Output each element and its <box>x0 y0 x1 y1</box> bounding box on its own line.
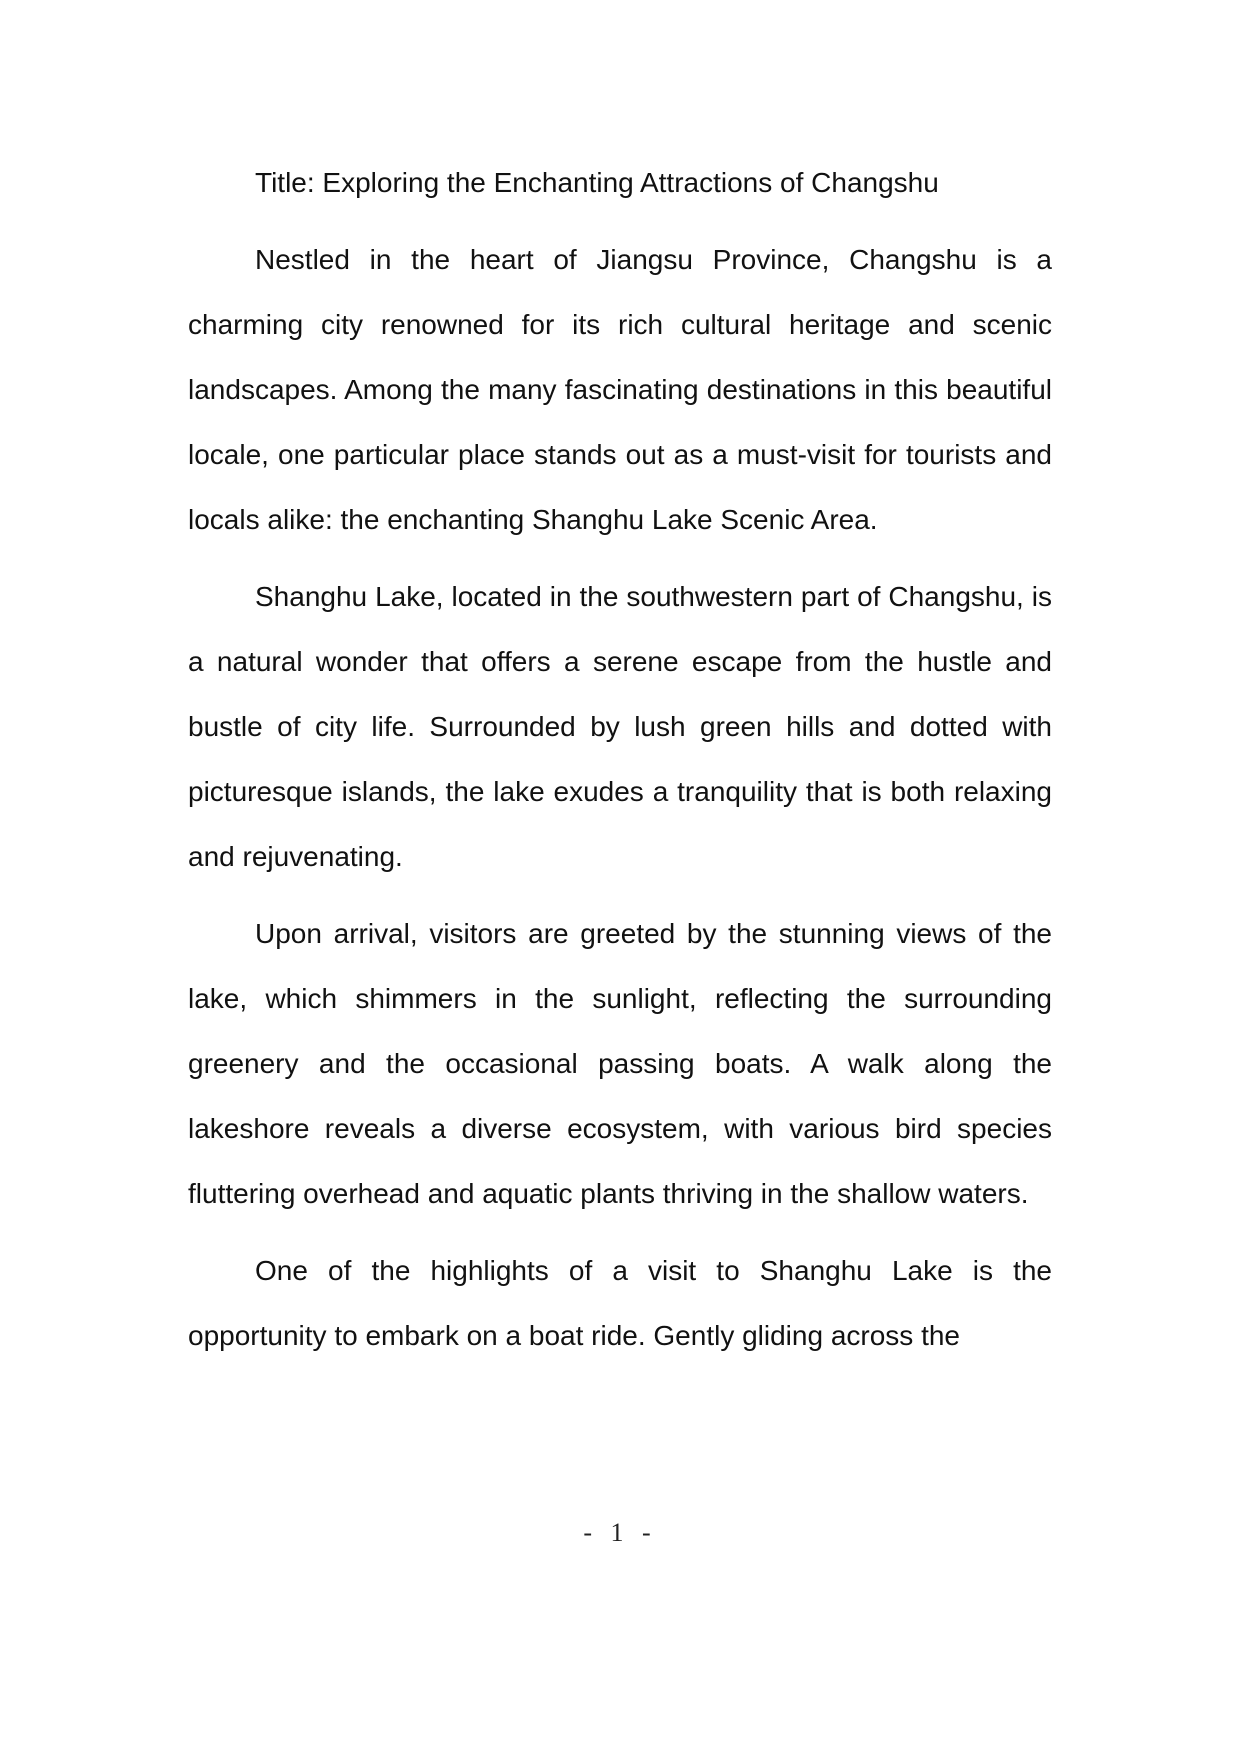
document-body <box>188 150 1052 1380</box>
page-number: - 1 - <box>583 1518 657 1547</box>
paragraph-3: Upon arrival, visitors are greeted by the stunning views of the lake, which shimmers in the sunlight, reflecting the surrounding greenery and the occasional passing boats. A walk along the lakeshore reveals a diverse ecosystem, with various bird species fluttering overhead and aquatic plants thriving in the shallow waters. <box>188 918 1052 1209</box>
paragraph-2: Shanghu Lake, located in the southwestern part of Changshu, is a natural wonder that offers a serene escape from the hustle and bustle of city life. Surrounded by lush green hills and dotted with picturesque islands, the lake exudes a tranquility that is both relaxing and rejuvenating. <box>188 581 1052 872</box>
paragraph-4: One of the highlights of a visit to Shanghu Lake is the opportunity to embark on a boat ride. Gently gliding across the <box>188 1255 1052 1351</box>
paragraph-1: Nestled in the heart of Jiangsu Province, Changshu is a charming city renowned for its rich cultural heritage and scenic landscapes. Among the many fascinating destinations in this beautiful locale, one particular place stands out as a must-visit for tourists and locals alike: the enchanting Shanghu Lake Scenic Area. <box>188 244 1052 535</box>
document-title: Title: Exploring the Enchanting Attractions of Changshu <box>255 167 939 198</box>
